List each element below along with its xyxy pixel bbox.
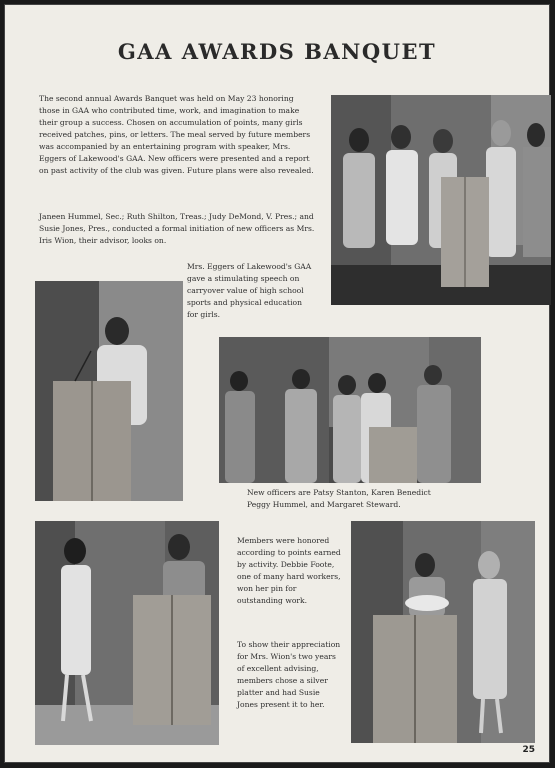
new-officers-photo	[219, 337, 481, 483]
officers-caption: Janeen Hummel, Sec.; Ruth Shilton, Treas.; Judy DeMond, V. Pres.; and Susie Jones, Pres., conducted a formal initiation of new officers as Mrs. Iris Wion, their advisor, looks on.	[39, 212, 315, 245]
yearbook-page	[4, 4, 550, 763]
members-caption: Members were honored according to points earned by activity. Debbie Foote, one of many hard workers, won her pin for outstanding work.	[237, 536, 341, 605]
silver-platter-photo	[351, 521, 535, 743]
advisor-caption: To show their appreciation for Mrs. Wion's two years of excellent advising, members chose a silver platter and had Susie Jones present it to her.	[237, 640, 341, 709]
officers-initiation-photo	[331, 95, 551, 305]
member-award-photo	[35, 521, 219, 745]
new-officers-caption: New officers are Patsy Stanton, Karen Benedict Peggy Hummel, and Margaret Steward.	[247, 488, 431, 509]
page-number: 25	[522, 745, 535, 755]
officers-initiation-image	[331, 95, 551, 305]
speaker-caption: Mrs. Eggers of Lakewood's GAA gave a stimulating speech on carryover value of high school sports and physical education for girls.	[187, 262, 312, 319]
page-title: GAA AWARDS BANQUET	[117, 39, 437, 64]
intro-paragraph: The second annual Awards Banquet was held on May 23 honoring those in GAA who contributed time, work, and imagination to make their group a success. Chosen on accumulation of points, many girls received patches, pins, or letters. The meal served by future members was accompanied by an entertaining program with speaker, Mrs. Eggers of Lakewood's GAA. New officers were presented and a report on past activity of the club was given. Future plans were also revealed.	[39, 94, 314, 175]
speaker-image	[35, 281, 183, 501]
speaker-photo	[35, 281, 183, 501]
member-award-image	[35, 521, 219, 745]
silver-platter-image	[351, 521, 535, 743]
new-officers-image	[219, 337, 481, 483]
